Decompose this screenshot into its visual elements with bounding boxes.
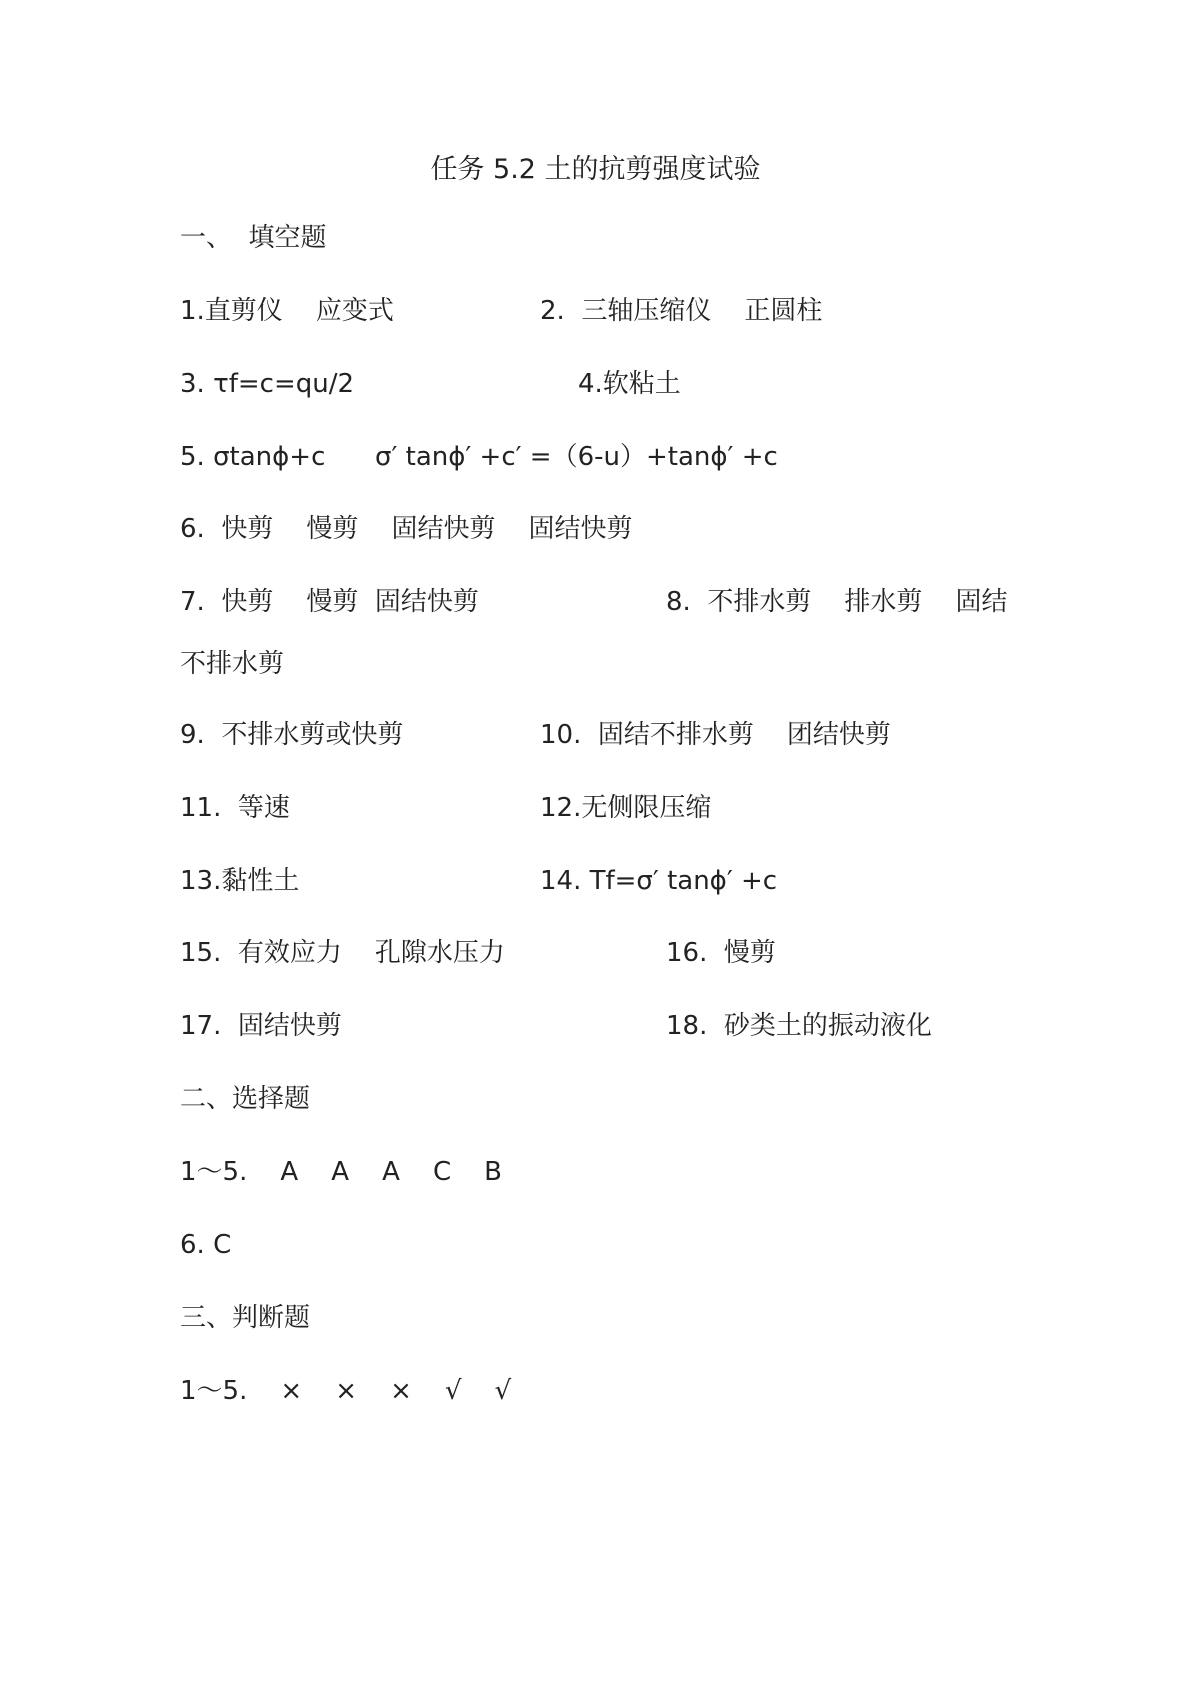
- answer-fill-9: 9. 不排水剪或快剪: [180, 720, 404, 750]
- answer-fill-7: 7. 快剪 慢剪 固结快剪: [180, 587, 479, 617]
- answer-fill-1: 1.直剪仪 应变式: [180, 296, 394, 326]
- answer-fill-3: 3. τf=c=qu/2: [180, 369, 355, 399]
- section-heading-fill-blank: 一、 填空题: [180, 223, 327, 253]
- answer-fill-2: 2. 三轴压缩仪 正圆柱: [540, 296, 823, 326]
- answer-fill-10: 10. 固结不排水剪 团结快剪: [540, 720, 891, 750]
- document-title: 任务 5.2 土的抗剪强度试验: [430, 154, 761, 185]
- answer-fill-5: 5. σtanϕ+c σ′ tanϕ′ +c′ =（6-u）+tanϕ′ +c: [180, 442, 778, 472]
- section-heading-multiple-choice: 二、选择题: [180, 1084, 311, 1114]
- answer-fill-11: 11. 等速: [180, 793, 290, 823]
- answer-judge-1-5: 1～5. × × × √ √: [180, 1376, 512, 1406]
- answer-fill-15: 15. 有效应力 孔隙水压力: [180, 938, 505, 968]
- answer-fill-13: 13.黏性土: [180, 866, 300, 896]
- answer-fill-17: 17. 固结快剪: [180, 1011, 342, 1041]
- answer-choice-1-5: 1～5. A A A C B: [180, 1157, 502, 1187]
- answer-fill-16: 16. 慢剪: [666, 938, 776, 968]
- answer-choice-6: 6. C: [180, 1230, 232, 1260]
- answer-fill-6: 6. 快剪 慢剪 固结快剪 固结快剪: [180, 514, 633, 544]
- answer-fill-14: 14. Tf=σ′ tanϕ′ +c: [540, 866, 778, 896]
- answer-fill-4: 4.软粘土: [578, 369, 681, 399]
- section-heading-true-false: 三、判断题: [180, 1303, 311, 1333]
- answer-fill-18: 18. 砂类土的振动液化: [666, 1011, 932, 1041]
- answer-fill-12: 12.无侧限压缩: [540, 793, 712, 823]
- answer-fill-8: 8. 不排水剪 排水剪 固结: [666, 587, 1008, 617]
- answer-fill-8-continued: 不排水剪: [180, 649, 285, 679]
